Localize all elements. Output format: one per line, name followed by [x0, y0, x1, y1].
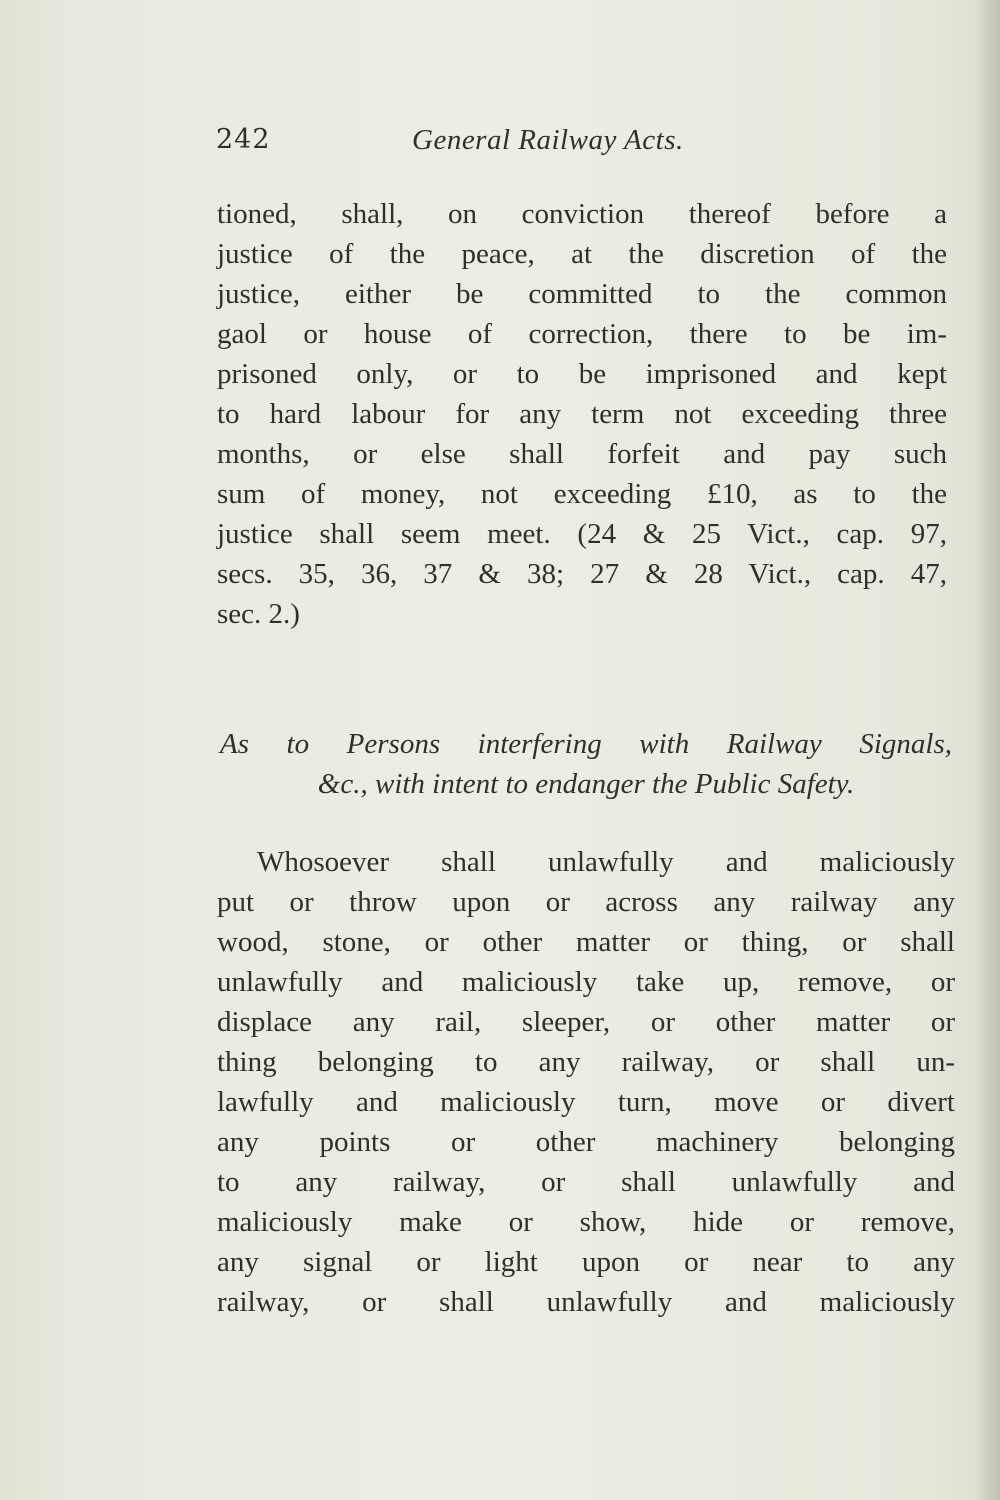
running-head [216, 124, 776, 164]
text-line: any signal or light upon or near to any [217, 1246, 955, 1278]
text-line: railway, or shall unlawfully and maliciously [217, 1286, 955, 1318]
text-line: displace any rail, sleeper, or other matter or [217, 1006, 955, 1038]
text-line: sec. 2.) [217, 598, 300, 630]
text-line: thing belonging to any railway, or shall un- [217, 1046, 955, 1078]
text-line: to any railway, or shall unlawfully and [217, 1166, 955, 1198]
page-number: 242 [216, 124, 271, 155]
page-edge-shadow [976, 0, 1000, 1500]
text-line: sum of money, not exceeding £10, as to the [217, 478, 947, 510]
text-line: unlawfully and maliciously take up, remove, or [217, 966, 955, 998]
text-line: gaol or house of correction, there to be im- [217, 318, 947, 350]
section-heading [220, 724, 952, 804]
paragraph-section-body [217, 842, 955, 1322]
running-title: General Railway Acts. [412, 124, 684, 156]
section-heading-line: &c., with intent to endanger the Public Safety. [317, 768, 855, 800]
text-line: to hard labour for any term not exceeding three [217, 398, 947, 430]
paragraph-continued [217, 194, 947, 634]
text-line: months, or else shall forfeit and pay such [217, 438, 947, 470]
text-line: maliciously make or show, hide or remove, [217, 1206, 955, 1238]
text-line: put or throw upon or across any railway any [217, 886, 955, 918]
text-line: tioned, shall, on conviction thereof before a [217, 198, 947, 230]
text-line: justice shall seem meet. (24 & 25 Vict., cap. 97, [217, 518, 947, 550]
text-line: wood, stone, or other matter or thing, or shall [217, 926, 955, 958]
text-line: any points or other machinery belonging [217, 1126, 955, 1158]
text-line: justice, either be committed to the common [217, 278, 947, 310]
text-line: secs. 35, 36, 37 & 38; 27 & 28 Vict., cap. 47, [217, 558, 947, 590]
section-heading-line: As to Persons interfering with Railway Signals, [220, 728, 952, 760]
text-line: justice of the peace, at the discretion of the [217, 238, 947, 270]
text-line: lawfully and maliciously turn, move or divert [217, 1086, 955, 1118]
text-line: prisoned only, or to be imprisoned and kept [217, 358, 947, 390]
text-line: Whosoever shall unlawfully and maliciously [257, 846, 955, 878]
